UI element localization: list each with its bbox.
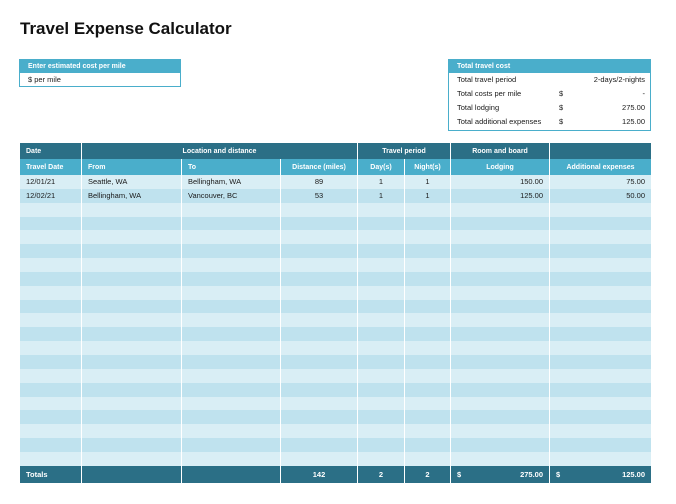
column-header-distance[interactable]: Distance (miles) bbox=[281, 159, 358, 175]
total-travel-cost-header: Total travel cost bbox=[449, 60, 650, 73]
cell-from[interactable] bbox=[82, 424, 182, 438]
cell-to[interactable] bbox=[182, 355, 281, 369]
cell-additional[interactable] bbox=[550, 410, 652, 424]
cell-lodging[interactable] bbox=[451, 244, 550, 258]
cell-additional[interactable] bbox=[550, 369, 652, 383]
cell-lodging[interactable] bbox=[451, 258, 550, 272]
group-header-travel-period: Travel period bbox=[358, 143, 451, 159]
summary-currency: $ bbox=[559, 117, 564, 126]
total-travel-cost-box bbox=[448, 59, 651, 131]
table-row bbox=[20, 397, 652, 411]
cell-distance[interactable]: 89 bbox=[281, 175, 358, 189]
cell-nights[interactable] bbox=[405, 452, 451, 466]
table-row bbox=[20, 217, 652, 231]
group-header-row bbox=[20, 143, 652, 159]
summary-label: Total travel period bbox=[457, 75, 517, 84]
cell-to[interactable] bbox=[182, 424, 281, 438]
cell-days[interactable] bbox=[358, 341, 405, 355]
totals-nights: 2 bbox=[405, 466, 451, 483]
cell-lodging[interactable]: 125.00 bbox=[451, 189, 550, 203]
cell-travel-date[interactable] bbox=[20, 397, 82, 411]
cell-distance[interactable] bbox=[281, 438, 358, 452]
cost-per-mile-input[interactable]: $ per mile bbox=[28, 75, 61, 84]
totals-lodging bbox=[451, 466, 550, 483]
cell-to[interactable] bbox=[182, 230, 281, 244]
summary-row-travel-period bbox=[449, 73, 650, 87]
cell-distance[interactable] bbox=[281, 313, 358, 327]
cell-days[interactable] bbox=[358, 369, 405, 383]
cell-to[interactable] bbox=[182, 300, 281, 314]
cell-from[interactable] bbox=[82, 300, 182, 314]
cell-from[interactable] bbox=[82, 258, 182, 272]
cost-per-mile-box bbox=[19, 59, 181, 87]
cell-nights[interactable]: 1 bbox=[405, 175, 451, 189]
group-header-location: Location and distance bbox=[82, 143, 358, 159]
totals-row bbox=[20, 466, 652, 483]
cell-nights[interactable] bbox=[405, 313, 451, 327]
cell-to[interactable] bbox=[182, 272, 281, 286]
cell-to[interactable] bbox=[182, 327, 281, 341]
cell-distance[interactable] bbox=[281, 286, 358, 300]
cell-days[interactable] bbox=[358, 397, 405, 411]
cell-lodging[interactable] bbox=[451, 397, 550, 411]
cell-lodging[interactable] bbox=[451, 369, 550, 383]
summary-label: Total costs per mile bbox=[457, 89, 522, 98]
cell-additional[interactable] bbox=[550, 230, 652, 244]
cell-from[interactable] bbox=[82, 327, 182, 341]
cell-distance[interactable] bbox=[281, 424, 358, 438]
cell-travel-date[interactable] bbox=[20, 313, 82, 327]
cell-from[interactable] bbox=[82, 272, 182, 286]
cell-from[interactable] bbox=[82, 203, 182, 217]
cell-lodging[interactable] bbox=[451, 452, 550, 466]
cell-additional[interactable] bbox=[550, 424, 652, 438]
table-row bbox=[20, 327, 652, 341]
column-header-additional[interactable]: Additional expenses bbox=[550, 159, 652, 175]
cell-days[interactable] bbox=[358, 286, 405, 300]
totals-lodging-amount: 275.00 bbox=[520, 469, 544, 479]
cell-from[interactable] bbox=[82, 217, 182, 231]
cell-nights[interactable] bbox=[405, 217, 451, 231]
column-header-days[interactable]: Day(s) bbox=[358, 159, 405, 175]
cell-travel-date[interactable] bbox=[20, 258, 82, 272]
cell-to[interactable]: Vancouver, BC bbox=[182, 189, 281, 203]
cell-days[interactable] bbox=[358, 272, 405, 286]
cell-nights[interactable] bbox=[405, 258, 451, 272]
cell-distance[interactable] bbox=[281, 355, 358, 369]
summary-currency: $ bbox=[559, 89, 564, 98]
cell-lodging[interactable] bbox=[451, 327, 550, 341]
totals-blank bbox=[82, 466, 182, 483]
table-row bbox=[20, 272, 652, 286]
cell-lodging[interactable] bbox=[451, 300, 550, 314]
summary-row-additional bbox=[449, 115, 650, 129]
cell-days[interactable] bbox=[358, 217, 405, 231]
cell-days[interactable] bbox=[358, 452, 405, 466]
cell-distance[interactable] bbox=[281, 410, 358, 424]
summary-label: Total additional expenses bbox=[457, 117, 542, 126]
cell-to[interactable] bbox=[182, 217, 281, 231]
cell-additional[interactable]: 50.00 bbox=[550, 189, 652, 203]
cell-distance[interactable] bbox=[281, 397, 358, 411]
cell-nights[interactable] bbox=[405, 327, 451, 341]
cell-lodging[interactable] bbox=[451, 424, 550, 438]
summary-amount[interactable]: - bbox=[642, 89, 645, 98]
group-header-room-board: Room and board bbox=[451, 143, 550, 159]
cell-from[interactable] bbox=[82, 230, 182, 244]
summary-amount[interactable]: 2-days/2-nights bbox=[593, 75, 645, 84]
cell-to[interactable]: Bellingham, WA bbox=[182, 175, 281, 189]
cell-travel-date[interactable] bbox=[20, 286, 82, 300]
cell-nights[interactable] bbox=[405, 272, 451, 286]
table-row bbox=[20, 244, 652, 258]
cell-days[interactable] bbox=[358, 258, 405, 272]
cell-to[interactable] bbox=[182, 258, 281, 272]
cell-days[interactable] bbox=[358, 244, 405, 258]
cell-to[interactable] bbox=[182, 397, 281, 411]
cell-distance[interactable] bbox=[281, 327, 358, 341]
cell-nights[interactable] bbox=[405, 438, 451, 452]
summary-currency: $ bbox=[559, 103, 564, 112]
table-row bbox=[20, 175, 652, 189]
cell-travel-date[interactable] bbox=[20, 424, 82, 438]
cell-distance[interactable]: 53 bbox=[281, 189, 358, 203]
cell-distance[interactable] bbox=[281, 383, 358, 397]
cell-distance[interactable] bbox=[281, 272, 358, 286]
summary-amount[interactable]: 275.00 bbox=[622, 103, 645, 112]
cell-distance[interactable] bbox=[281, 230, 358, 244]
cell-lodging[interactable] bbox=[451, 383, 550, 397]
cell-days[interactable]: 1 bbox=[358, 189, 405, 203]
cell-days[interactable] bbox=[358, 438, 405, 452]
cell-to[interactable] bbox=[182, 341, 281, 355]
cell-from[interactable] bbox=[82, 244, 182, 258]
cell-lodging[interactable] bbox=[451, 272, 550, 286]
cell-additional[interactable] bbox=[550, 217, 652, 231]
cell-lodging[interactable] bbox=[451, 355, 550, 369]
expense-table bbox=[19, 143, 652, 483]
cell-from[interactable] bbox=[82, 313, 182, 327]
group-header-blank bbox=[550, 143, 652, 159]
cell-days[interactable] bbox=[358, 410, 405, 424]
cell-nights[interactable] bbox=[405, 355, 451, 369]
table-row bbox=[20, 300, 652, 314]
summary-row-lodging bbox=[449, 101, 650, 115]
cell-travel-date[interactable] bbox=[20, 327, 82, 341]
cell-nights[interactable] bbox=[405, 341, 451, 355]
group-header-date: Date bbox=[20, 143, 82, 159]
cell-additional[interactable] bbox=[550, 341, 652, 355]
cell-lodging[interactable] bbox=[451, 230, 550, 244]
cell-to[interactable] bbox=[182, 203, 281, 217]
cell-lodging[interactable] bbox=[451, 313, 550, 327]
cell-nights[interactable] bbox=[405, 424, 451, 438]
cell-lodging[interactable] bbox=[451, 286, 550, 300]
totals-additional-currency: $ bbox=[556, 469, 561, 479]
cell-additional[interactable] bbox=[550, 355, 652, 369]
column-header-from[interactable]: From bbox=[82, 159, 182, 175]
cell-travel-date[interactable] bbox=[20, 230, 82, 244]
totals-lodging-currency: $ bbox=[457, 469, 462, 479]
table-row bbox=[20, 286, 652, 300]
cell-from[interactable] bbox=[82, 355, 182, 369]
cell-to[interactable] bbox=[182, 383, 281, 397]
cell-additional[interactable] bbox=[550, 258, 652, 272]
cell-nights[interactable] bbox=[405, 286, 451, 300]
cell-from[interactable] bbox=[82, 286, 182, 300]
cell-travel-date[interactable] bbox=[20, 300, 82, 314]
cell-additional[interactable]: 75.00 bbox=[550, 175, 652, 189]
cell-lodging[interactable] bbox=[451, 410, 550, 424]
totals-blank bbox=[182, 466, 281, 483]
cell-additional[interactable] bbox=[550, 452, 652, 466]
cell-travel-date[interactable] bbox=[20, 217, 82, 231]
cell-additional[interactable] bbox=[550, 244, 652, 258]
cell-additional[interactable] bbox=[550, 313, 652, 327]
cell-distance[interactable] bbox=[281, 369, 358, 383]
cell-from[interactable] bbox=[82, 438, 182, 452]
cell-additional[interactable] bbox=[550, 327, 652, 341]
cell-nights[interactable] bbox=[405, 383, 451, 397]
table-row bbox=[20, 369, 652, 383]
cell-nights[interactable] bbox=[405, 300, 451, 314]
table-row bbox=[20, 383, 652, 397]
cell-travel-date[interactable] bbox=[20, 203, 82, 217]
cell-from[interactable]: Seattle, WA bbox=[82, 175, 182, 189]
cell-days[interactable] bbox=[358, 300, 405, 314]
cell-days[interactable] bbox=[358, 355, 405, 369]
table-row bbox=[20, 258, 652, 272]
cell-from[interactable] bbox=[82, 383, 182, 397]
cell-nights[interactable] bbox=[405, 397, 451, 411]
cell-distance[interactable] bbox=[281, 258, 358, 272]
cell-days[interactable]: 1 bbox=[358, 175, 405, 189]
cell-travel-date[interactable] bbox=[20, 355, 82, 369]
cell-additional[interactable] bbox=[550, 438, 652, 452]
cell-travel-date[interactable]: 12/01/21 bbox=[20, 175, 82, 189]
summary-label: Total lodging bbox=[457, 103, 500, 112]
cell-distance[interactable] bbox=[281, 452, 358, 466]
cell-from[interactable] bbox=[82, 410, 182, 424]
cell-lodging[interactable] bbox=[451, 341, 550, 355]
cell-days[interactable] bbox=[358, 424, 405, 438]
table-body bbox=[20, 175, 652, 466]
cell-lodging[interactable] bbox=[451, 438, 550, 452]
table-row bbox=[20, 203, 652, 217]
cell-distance[interactable] bbox=[281, 203, 358, 217]
table-row bbox=[20, 341, 652, 355]
cell-from[interactable]: Bellingham, WA bbox=[82, 189, 182, 203]
cell-distance[interactable] bbox=[281, 217, 358, 231]
table-row bbox=[20, 424, 652, 438]
cell-travel-date[interactable] bbox=[20, 410, 82, 424]
cell-to[interactable] bbox=[182, 313, 281, 327]
table-row bbox=[20, 189, 652, 203]
column-header-to[interactable]: To bbox=[182, 159, 281, 175]
table-row bbox=[20, 230, 652, 244]
cell-additional[interactable] bbox=[550, 286, 652, 300]
cell-to[interactable] bbox=[182, 369, 281, 383]
cell-to[interactable] bbox=[182, 438, 281, 452]
cell-days[interactable] bbox=[358, 383, 405, 397]
cell-travel-date[interactable] bbox=[20, 438, 82, 452]
cell-to[interactable] bbox=[182, 410, 281, 424]
page-title: Travel Expense Calculator bbox=[20, 19, 232, 38]
cell-from[interactable] bbox=[82, 397, 182, 411]
cell-from[interactable] bbox=[82, 369, 182, 383]
summary-row-costs-per-mile bbox=[449, 87, 650, 101]
cell-travel-date[interactable] bbox=[20, 244, 82, 258]
cell-distance[interactable] bbox=[281, 341, 358, 355]
cell-travel-date[interactable] bbox=[20, 383, 82, 397]
summary-amount[interactable]: 125.00 bbox=[622, 117, 645, 126]
cell-additional[interactable] bbox=[550, 397, 652, 411]
cell-nights[interactable] bbox=[405, 203, 451, 217]
cell-additional[interactable] bbox=[550, 272, 652, 286]
cell-distance[interactable] bbox=[281, 244, 358, 258]
cell-travel-date[interactable] bbox=[20, 272, 82, 286]
cell-travel-date[interactable] bbox=[20, 452, 82, 466]
cell-lodging[interactable] bbox=[451, 203, 550, 217]
totals-days: 2 bbox=[358, 466, 405, 483]
totals-additional-amount: 125.00 bbox=[622, 469, 646, 479]
column-header-nights[interactable]: Night(s) bbox=[405, 159, 451, 175]
cell-nights[interactable] bbox=[405, 410, 451, 424]
table-row bbox=[20, 410, 652, 424]
cell-additional[interactable] bbox=[550, 300, 652, 314]
totals-distance: 142 bbox=[281, 466, 358, 483]
totals-additional bbox=[550, 466, 652, 483]
cell-nights[interactable] bbox=[405, 244, 451, 258]
cell-from[interactable] bbox=[82, 452, 182, 466]
cell-nights[interactable] bbox=[405, 230, 451, 244]
cell-nights[interactable]: 1 bbox=[405, 189, 451, 203]
table-row bbox=[20, 452, 652, 466]
cell-nights[interactable] bbox=[405, 369, 451, 383]
cell-days[interactable] bbox=[358, 313, 405, 327]
cell-to[interactable] bbox=[182, 286, 281, 300]
column-header-travel-date[interactable]: Travel Date bbox=[20, 159, 82, 175]
table-row bbox=[20, 313, 652, 327]
cell-days[interactable] bbox=[358, 203, 405, 217]
column-header-lodging[interactable]: Lodging bbox=[451, 159, 550, 175]
cell-days[interactable] bbox=[358, 327, 405, 341]
totals-label: Totals bbox=[20, 466, 82, 483]
cell-additional[interactable] bbox=[550, 383, 652, 397]
cell-additional[interactable] bbox=[550, 203, 652, 217]
cell-days[interactable] bbox=[358, 230, 405, 244]
cell-to[interactable] bbox=[182, 244, 281, 258]
cell-lodging[interactable]: 150.00 bbox=[451, 175, 550, 189]
cell-to[interactable] bbox=[182, 452, 281, 466]
table-row bbox=[20, 355, 652, 369]
table-row bbox=[20, 438, 652, 452]
cell-lodging[interactable] bbox=[451, 217, 550, 231]
cell-travel-date[interactable]: 12/02/21 bbox=[20, 189, 82, 203]
cost-per-mile-header: Enter estimated cost per mile bbox=[20, 60, 180, 73]
cell-travel-date[interactable] bbox=[20, 369, 82, 383]
column-header-row bbox=[20, 159, 652, 175]
cell-distance[interactable] bbox=[281, 300, 358, 314]
cell-from[interactable] bbox=[82, 341, 182, 355]
cell-travel-date[interactable] bbox=[20, 341, 82, 355]
